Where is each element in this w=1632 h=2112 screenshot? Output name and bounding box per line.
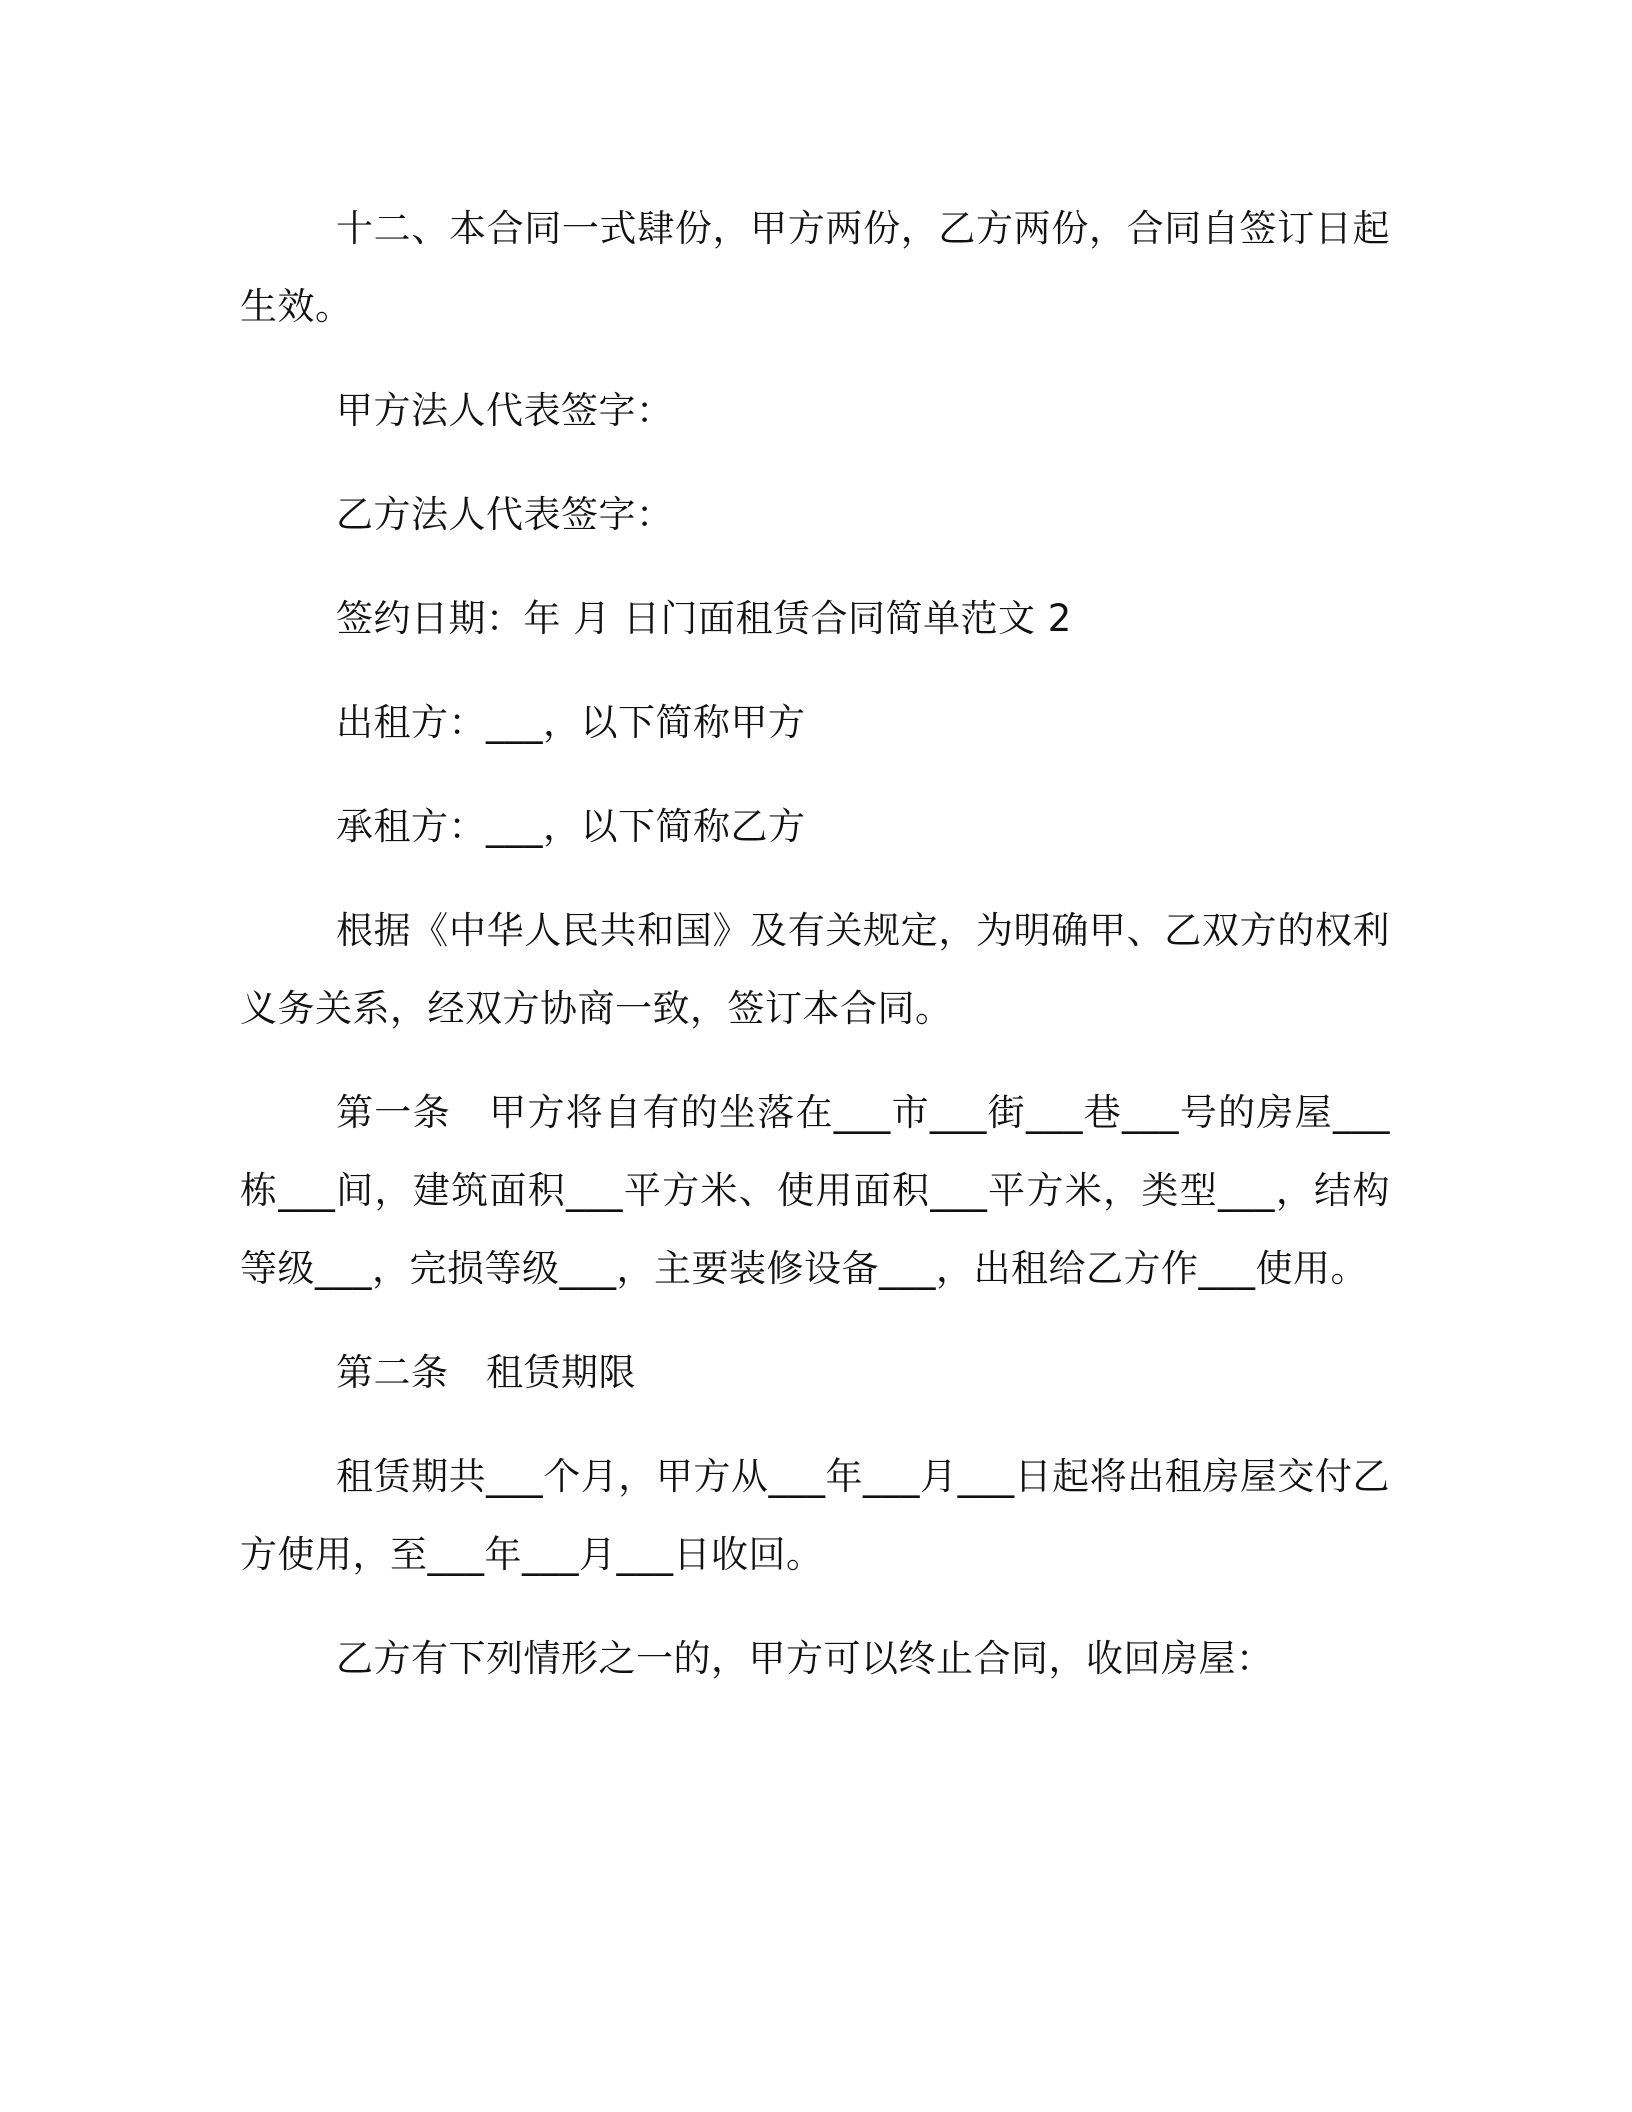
lease-term-paragraph: 租赁期共___个月，甲方从___年___月___日起将出租房屋交付乙方使用，至___年___月___日收回。 [240, 1455, 1390, 1576]
termination-conditions-intro: 乙方有下列情形之一的，甲方可以终止合同，收回房屋： [336, 1637, 1274, 1680]
article-two-heading: 第二条 租赁期限 [336, 1351, 636, 1394]
lessee-line: 承租方：___，以下简称乙方 [336, 805, 806, 848]
preamble: 根据《中华人民共和国》及有关规定，为明确甲、乙双方的权利义务关系，经双方协商一致，签订本合同。 [240, 909, 1390, 1030]
signing-date-and-title: 签约日期：年 月 日门面租赁合同简单范文 2 [336, 597, 1072, 640]
document-body [240, 190, 1390, 1724]
article-one: 第一条 甲方将自有的坐落在___市___街___巷___号的房屋___栋___间，建筑面积___平方米、使用面积___平方米，类型___，结构等级___，完损等级___，主要装修设备___，出租给乙方作___使用。 [240, 1091, 1390, 1290]
party-b-signature-line: 乙方法人代表签字： [336, 493, 674, 536]
clause-twelve-copies: 十二、本合同一式肆份，甲方两份，乙方两份，合同自签订日起生效。 [240, 207, 1390, 328]
lessor-line: 出租方：___，以下简称甲方 [336, 701, 806, 744]
party-a-signature-line: 甲方法人代表签字： [336, 389, 674, 432]
